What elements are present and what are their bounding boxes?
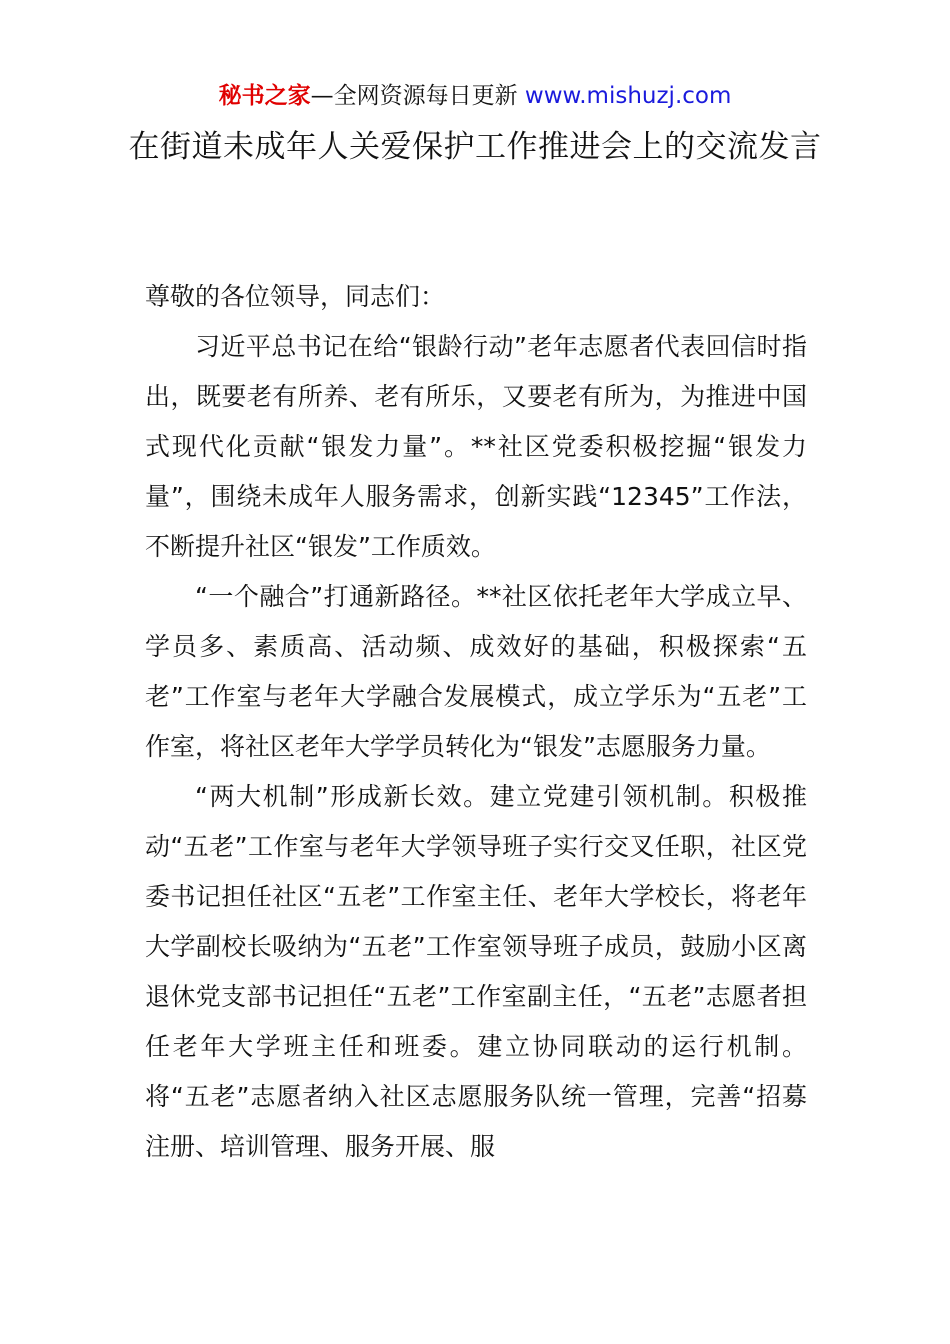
body-paragraph: “一个融合”打通新路径。**社区依托老年大学成立早、学员多、素质高、活动频、成效好的基础，积极探索“五老”工作室与老年大学融合发展模式，成立学乐为“五老”工作室，将社区老年大学学员转化为“银发”志愿服务力量。 xyxy=(145,582,807,761)
banner-url-link[interactable]: www.mishuzj.com xyxy=(524,83,732,109)
document-title: 在街道未成年人关爱保护工作推进会上的交流发言 xyxy=(128,129,822,165)
site-banner xyxy=(0,80,950,112)
banner-brand: 秘书之家 xyxy=(218,83,311,109)
body-paragraph: 习近平总书记在给“银龄行动”老年志愿者代表回信时指出，既要老有所养、老有所乐，又要老有所为，为推进中国式现代化贡献“银发力量”。**社区党委积极挖掘“银发力量”，围绕未成年人服务需求，创新实践“12345”工作法，不断提升社区“银发”工作质效。 xyxy=(145,332,807,561)
body-paragraph: “两大机制”形成新长效。建立党建引领机制。积极推动“五老”工作室与老年大学领导班子实行交叉任职，社区党委书记担任社区“五老”工作室主任、老年大学校长，将老年大学副校长吸纳为“五老”工作室领导班子成员，鼓励小区离退休党支部书记担任“五老”工作室副主任，“五老”志愿者担任老年大学班主任和班委。建立协同联动的运行机制。将“五老”志愿者纳入社区志愿服务队统一管理，完善“招募注册、培训管理、服务开展、服 xyxy=(145,782,807,1161)
document-body xyxy=(145,272,807,1172)
salutation: 尊敬的各位领导，同志们： xyxy=(145,282,446,311)
banner-tagline: —全网资源每日更新 xyxy=(310,83,518,109)
